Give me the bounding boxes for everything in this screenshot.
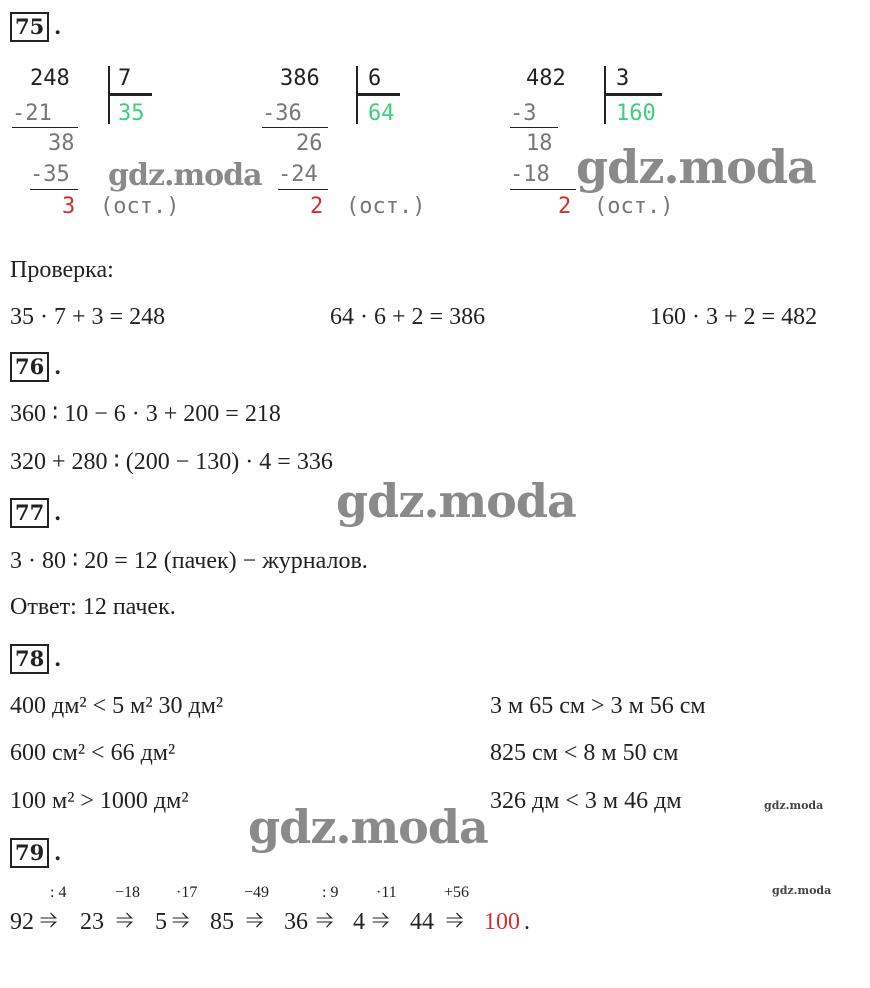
subtrahend-1: -36 [262,101,302,126]
remainder: 3 [62,194,76,219]
chain-value-3: 5 [155,909,167,935]
chain-value-1: 92 [10,909,34,935]
op-label-3: ·17 [176,884,198,901]
task-79-dot: . [54,840,62,865]
divisor-underline [606,93,662,96]
chain-final-dot: . [524,909,530,935]
task-75-dot: . [54,14,62,39]
sub-line-1 [12,127,78,128]
remainder: 2 [310,194,324,219]
double-arrow-icon: ⥤ [316,907,334,932]
task-77-number: 77 [10,498,49,528]
task-75-number: 75 [10,12,49,42]
partial-remainder: 38 [48,131,75,156]
compare-left-2: 600 см² < 66 дм² [10,740,176,766]
compare-left-1: 400 дм² < 5 м² 30 дм² [10,693,224,719]
check-3: 160 · 3 + 2 = 482 [650,304,818,330]
sub-line-1 [262,127,328,128]
task-76-dot: . [54,354,62,379]
remainder-note: (ост.) [594,194,674,219]
task-79-number: 79 [10,838,49,868]
compare-right-3: 326 дм < 3 м 46 дм [490,788,682,814]
double-arrow-icon: ⥤ [446,907,464,932]
divisor: 6 [368,66,382,91]
op-label-7: +56 [444,884,470,901]
task-77-line-1: 3 · 80 ∶ 20 = 12 (пачек) − журналов. [10,548,368,574]
quotient: 35 [118,101,145,126]
compare-right-1: 3 м 65 см > 3 м 56 см [490,693,706,719]
subtrahend-2: -35 [30,162,70,187]
subtrahend-2: -18 [510,162,550,187]
divisor-underline [110,93,152,96]
divisor-underline [358,93,400,96]
compare-left-3: 100 м² > 1000 дм² [10,788,189,814]
check-2: 64 · 6 + 2 = 386 [330,304,486,330]
task-78-number: 78 [10,644,49,674]
chain-final-value: 100 [484,909,520,935]
sub-line-2 [510,189,576,190]
sub-line-2 [30,189,78,190]
watermark: gdz.moda [108,158,262,193]
watermark: gdz.moda [248,800,488,854]
double-arrow-icon: ⥤ [172,907,190,932]
chain-value-7: 44 [410,909,434,935]
subtrahend-2: -24 [278,162,318,187]
watermark: gdz.moda [336,474,576,528]
check-label: Проверка: [10,257,114,283]
partial-remainder: 26 [296,131,323,156]
divisor: 3 [616,66,630,91]
remainder: 2 [558,194,572,219]
op-label-6: ·11 [376,884,397,901]
subtrahend-1: -21 [12,101,52,126]
task-78-dot: . [54,646,62,671]
chain-value-2: 23 [80,909,104,935]
double-arrow-icon: ⥤ [372,907,390,932]
double-arrow-icon: ⥤ [116,907,134,932]
task-76-line-2: 320 + 280 ∶ (200 − 130) · 4 = 336 [10,449,333,475]
chain-value-4: 85 [210,909,234,935]
chain-value-6: 4 [353,909,365,935]
watermark-small: gdz.moda [772,884,832,897]
dividend: 386 [280,66,320,91]
quotient: 64 [368,101,395,126]
sub-line-2 [278,189,328,190]
dividend: 248 [30,66,70,91]
watermark: gdz.moda [576,140,816,194]
sub-line-1 [510,127,558,128]
dividend: 482 [526,66,566,91]
watermark-small: gdz.moda [764,799,824,812]
double-arrow-icon: ⥤ [40,907,58,932]
double-arrow-icon: ⥤ [246,907,264,932]
task-77-dot: . [54,500,62,525]
partial-remainder: 18 [526,131,553,156]
op-label-1: : 4 [50,884,67,901]
divisor: 7 [118,66,132,91]
task-77-answer: Ответ: 12 пачек. [10,594,176,620]
op-label-4: −49 [244,884,270,901]
task-76-number: 76 [10,352,49,382]
op-label-5: : 9 [322,884,339,901]
op-label-2: −18 [115,884,141,901]
remainder-note: (ост.) [346,194,426,219]
compare-right-2: 825 см < 8 м 50 см [490,740,679,766]
chain-value-5: 36 [284,909,308,935]
remainder-note: (ост.) [100,194,180,219]
subtrahend-1: -3 [510,101,537,126]
quotient: 160 [616,101,656,126]
task-76-line-1: 360 ∶ 10 − 6 · 3 + 200 = 218 [10,401,281,427]
check-1: 35 · 7 + 3 = 248 [10,304,166,330]
